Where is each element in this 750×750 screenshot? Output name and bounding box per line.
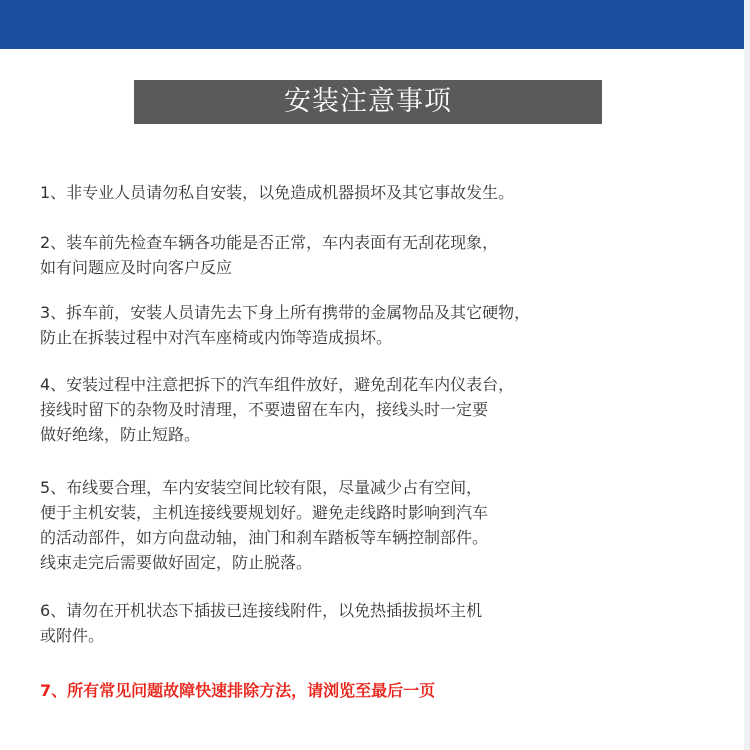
- list-item-3: [40, 300, 720, 350]
- item-3-line-2: 防止在拆装过程中对汽车座椅或内饰等造成损坏。: [40, 328, 393, 347]
- list-item-6: [40, 598, 720, 648]
- list-item-4: [40, 372, 720, 447]
- item-6-line-2: 或附件。: [40, 626, 105, 645]
- item-3-line-1: 3、拆车前，安装人员请先去下身上所有携带的金属物品及其它硬物，: [40, 303, 531, 322]
- item-1-line-1: 1、非专业人员请勿私自安装，以免造成机器损坏及其它事故发生。: [40, 183, 515, 202]
- list-item-1: [40, 180, 720, 205]
- item-4-line-2: 接线时留下的杂物及时清理，不要遗留在车内，接线头时一定要: [40, 400, 489, 419]
- item-2-line-2: 如有问题应及时向客户反应: [40, 258, 233, 277]
- right-edge-strip: [744, 0, 750, 750]
- item-5-line-1: 5、布线要合理，车内安装空间比较有限，尽量减少占有空间，: [40, 478, 483, 497]
- item-2-line-1: 2、装车前先检查车辆各功能是否正常，车内表面有无刮花现象，: [40, 233, 499, 252]
- item-4-line-3: 做好绝缘，防止短路。: [40, 425, 201, 444]
- list-item-5: [40, 475, 720, 575]
- list-item-2: [40, 230, 720, 280]
- header-bar: [0, 0, 744, 49]
- item-5-line-2: 便于主机安装，主机连接线要规划好。避免走线路时影响到汽车: [40, 503, 489, 522]
- item-4-line-1: 4、安装过程中注意把拆下的汽车组件放好，避免刮花车内仪表台，: [40, 375, 515, 394]
- item-5-line-3: 的活动部件，如方向盘动轴，油门和刹车踏板等车辆控制部件。: [40, 528, 489, 547]
- item-7-line-1: 7、所有常见问题故障快速排除方法，请浏览至最后一页: [40, 681, 436, 700]
- list-item-7-warning: [40, 678, 720, 703]
- page-title: 安装注意事项: [134, 80, 602, 124]
- item-5-line-4: 线束走完后需要做好固定，防止脱落。: [40, 553, 313, 572]
- item-6-line-1: 6、请勿在开机状态下插拔已连接线附件，以免热插拔损坏主机: [40, 601, 483, 620]
